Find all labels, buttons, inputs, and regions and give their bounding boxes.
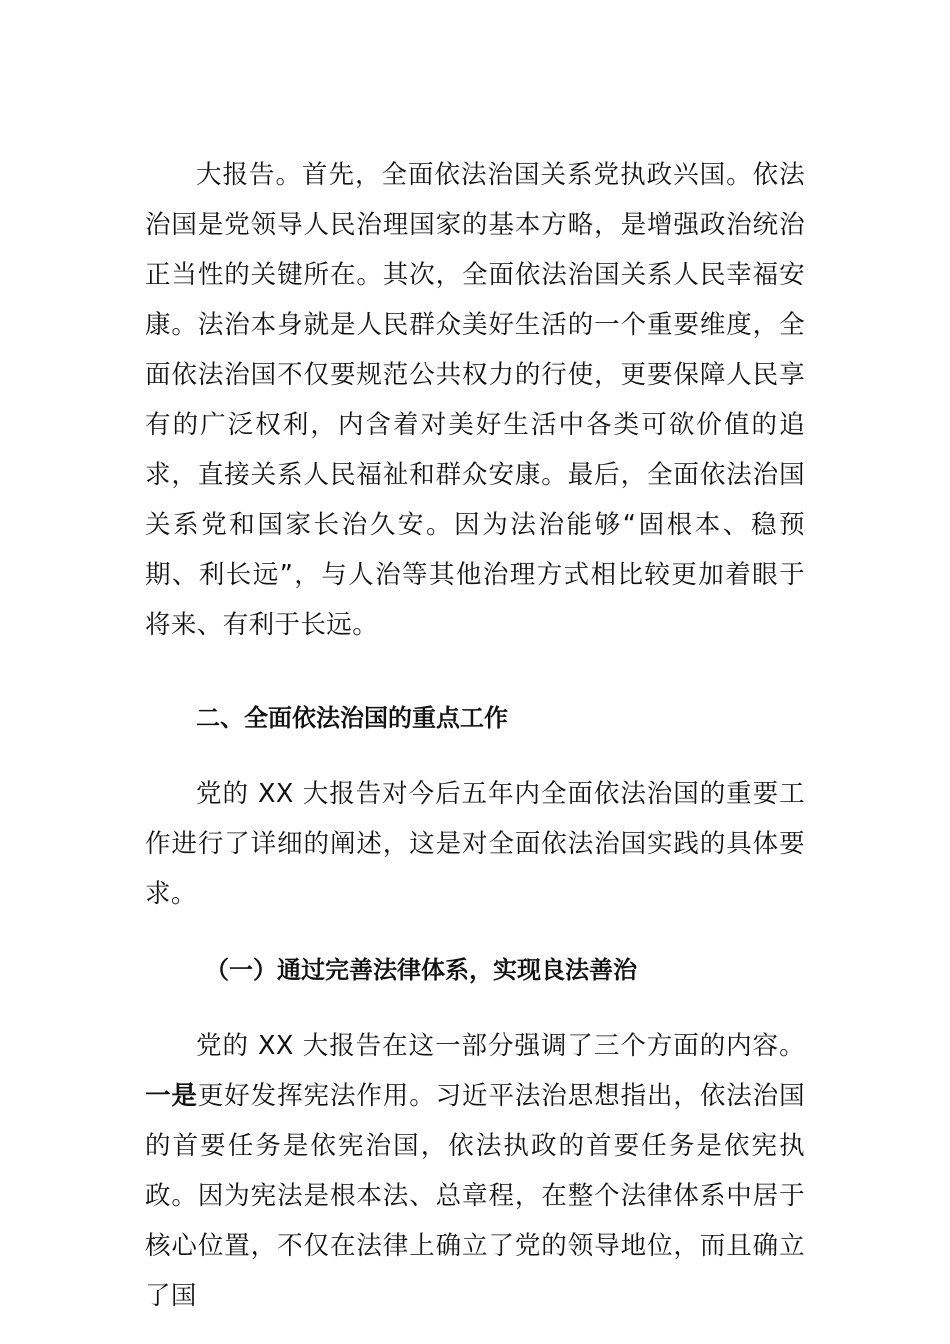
section-heading-2: 二、全面依法治国的重点工作 <box>196 704 508 732</box>
point-one-label: 一是 <box>145 1081 198 1111</box>
paragraph-3-body: 更好发挥宪法作用。习近平法治思想指出，依法治国的首要任务是依宪治国，依法执政的首要任务是依宪执政。因为宪法是根本法、总章程，在整个法律体系中居于核心位置，不仅在法律上确立了党的领导地位，而且确立了国 <box>145 1081 805 1311</box>
body-paragraph-1: 大报告。首先，全面依法治国关系党执政兴国。依法治国是党领导人民治理国家的基本方略，是增强政治统治正当性的关键所在。其次，全面依法治国关系人民幸福安康。法治本身就是人民群众美好生活的一个重要维度，全面依法治国不仅要规范公共权力的行使，更要保障人民享有的广泛权利，内含着对美好生活中各类可欲价值的追求，直接关系人民福祉和群众安康。最后，全面依法治国关系党和国家长治久安。因为法治能够“固根本、稳预期、利长远”，与人治等其他治理方式相比较更加着眼于将来、有利于长远。 <box>145 160 805 640</box>
body-paragraph-2: 党的 XX 大报告对今后五年内全面依法治国的重要工作进行了详细的阐述，这是对全面依法治国实践的具体要求。 <box>145 779 805 909</box>
document-page <box>145 150 805 1321</box>
subsection-heading-1: （一）通过完善法律体系，实现良法善治 <box>205 956 637 984</box>
body-paragraph-3 <box>145 1021 805 1321</box>
paragraph-3-intro: 党的 XX 大报告在这一部分强调了三个方面的内容。 <box>196 1031 805 1061</box>
